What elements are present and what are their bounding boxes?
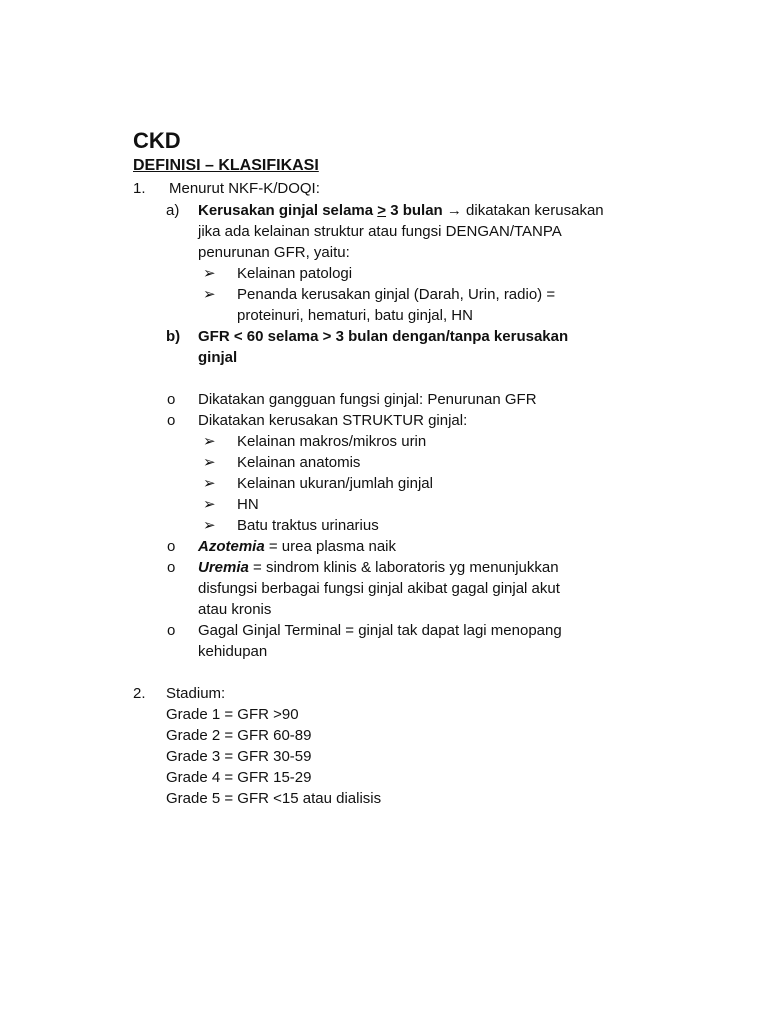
- bullet-item: Penanda kerusakan ginjal (Darah, Urin, radio) =: [237, 286, 556, 303]
- item-a-bold-pre: Kerusakan ginjal selama: [198, 202, 378, 219]
- list-number-2: 2.: [133, 685, 146, 702]
- right-arrow-icon: →: [446, 202, 462, 219]
- item-a-line-1: [198, 201, 604, 221]
- azotemia-term: Azotemia: [198, 538, 265, 555]
- item-a-tail: dikatakan kerusakan: [461, 202, 604, 219]
- item-a-bold-post: 3 bulan: [386, 202, 447, 219]
- greater-equal-sign: >: [377, 202, 387, 219]
- arrow-bullet-icon: ➢: [203, 286, 216, 303]
- terminal-line-1: Gagal Ginjal Terminal = ginjal tak dapat lagi menopang: [198, 622, 562, 639]
- terminal-line-2: kehidupan: [198, 643, 268, 660]
- bullet-item: Kelainan patologi: [237, 265, 353, 282]
- arrow-bullet-icon: ➢: [203, 475, 216, 492]
- struktur-item: Batu traktus urinarius: [237, 517, 379, 534]
- uremia-def: = sindrom klinis & laboratoris yg menunjukkan: [248, 559, 559, 576]
- azotemia-def: = urea plasma naik: [264, 538, 397, 555]
- grade-line: Grade 3 = GFR 30-59: [166, 748, 312, 765]
- circle-bullet-icon: o: [167, 412, 176, 429]
- uremia-term: Uremia: [198, 559, 249, 576]
- arrow-bullet-icon: ➢: [203, 517, 216, 534]
- circle-bullet-icon: o: [167, 391, 176, 408]
- circle-bullet-icon: o: [167, 538, 176, 555]
- arrow-bullet-icon: ➢: [203, 496, 216, 513]
- grade-line: Grade 1 = GFR >90: [166, 706, 299, 723]
- arrow-bullet-icon: ➢: [203, 454, 216, 471]
- list-number-1: 1.: [133, 180, 146, 197]
- circle-bullet-icon: o: [167, 559, 176, 576]
- circle-item: Dikatakan gangguan fungsi ginjal: Penurunan GFR: [198, 391, 537, 408]
- struktur-item: Kelainan makros/mikros urin: [237, 433, 427, 450]
- uremia-line-3: atau kronis: [198, 601, 272, 618]
- item-a-marker: a): [166, 202, 180, 219]
- circle-bullet-icon: o: [167, 622, 176, 639]
- circle-item: Dikatakan kerusakan STRUKTUR ginjal:: [198, 412, 468, 429]
- section-1-text: Menurut NKF-K/DOQI:: [169, 180, 320, 197]
- struktur-item: Kelainan ukuran/jumlah ginjal: [237, 475, 433, 492]
- section-heading: DEFINISI – KLASIFIKASI: [133, 157, 319, 174]
- item-b-line-1: GFR < 60 selama > 3 bulan dengan/tanpa kerusakan: [198, 328, 569, 345]
- page-title: CKD: [133, 128, 181, 153]
- azotemia-line: [198, 537, 396, 557]
- section-2-text: Stadium:: [166, 685, 226, 702]
- item-b-line-2: ginjal: [198, 349, 238, 366]
- uremia-line-2: disfungsi berbagai fungsi ginjal akibat gagal ginjal akut: [198, 580, 560, 597]
- grade-line: Grade 2 = GFR 60-89: [166, 727, 312, 744]
- struktur-item: HN: [237, 496, 259, 513]
- item-a-line-3: penurunan GFR, yaitu:: [198, 244, 350, 261]
- arrow-bullet-icon: ➢: [203, 433, 216, 450]
- bullet-item-continued: proteinuri, hematuri, batu ginjal, HN: [237, 307, 473, 324]
- arrow-bullet-icon: ➢: [203, 265, 216, 282]
- grade-line: Grade 5 = GFR <15 atau dialisis: [166, 790, 382, 807]
- grade-line: Grade 4 = GFR 15-29: [166, 769, 312, 786]
- item-a-line-2: jika ada kelainan struktur atau fungsi DENGAN/TANPA: [198, 223, 562, 240]
- struktur-item: Kelainan anatomis: [237, 454, 361, 471]
- uremia-line-1: [198, 558, 559, 578]
- item-b-marker: b): [166, 328, 181, 345]
